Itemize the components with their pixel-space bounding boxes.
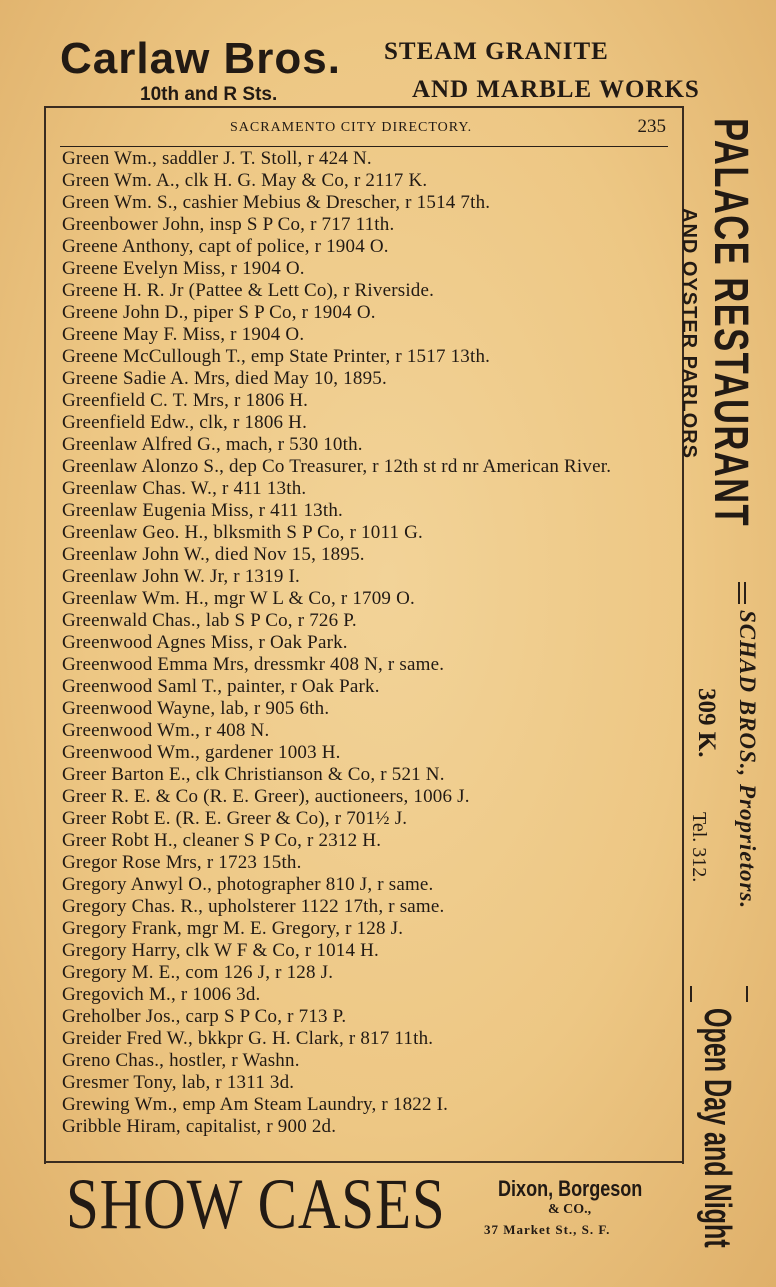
directory-entry: Gregory Harry, clk W F & Co, r 1014 H.: [62, 940, 380, 961]
directory-entry: Green Wm. S., cashier Mebius & Drescher, r 1514 7th.: [62, 192, 491, 213]
directory-entry: Gregory M. E., com 126 J, r 128 J.: [62, 962, 334, 983]
directory-entry: Greer Barton E., clk Christianson & Co, r 521 N.: [62, 764, 445, 785]
side-divider-4: [746, 986, 748, 1002]
open-day-and-night: Open Day and Night: [696, 1008, 738, 1248]
directory-entry: Greholber Jos., carp S P Co, r 713 P.: [62, 1006, 347, 1027]
directory-entry: Greenlaw John W. Jr, r 1319 I.: [62, 566, 300, 587]
top-ad-right: [384, 38, 700, 104]
directory-entry: Greenwood Wm., r 408 N.: [62, 720, 270, 741]
directory-entry: Greene Anthony, capt of police, r 1904 O.: [62, 236, 389, 257]
business-line-1: STEAM GRANITE: [384, 38, 609, 65]
directory-entry: Greer Robt E. (R. E. Greer & Co), r 701½ J.: [62, 808, 408, 829]
brand-address: 10th and R Sts.: [140, 84, 278, 105]
directory-entry: Greene John D., piper S P Co, r 1904 O.: [62, 302, 376, 323]
directory-entry: Gregory Frank, mgr M. E. Gregory, r 128 J.: [62, 918, 404, 939]
restaurant-telephone: Tel. 312.: [688, 812, 710, 883]
directory-entry: Greno Chas., hostler, r Washn.: [62, 1050, 300, 1071]
directory-entry: Greenlaw Wm. H., mgr W L & Co, r 1709 O.: [62, 588, 415, 609]
directory-entry: Grewing Wm., emp Am Steam Laundry, r 1822 I.: [62, 1094, 449, 1115]
directory-entry: Gregovich M., r 1006 3d.: [62, 984, 261, 1005]
top-ad-left: [60, 36, 341, 106]
brand-name: Carlaw Bros.: [60, 34, 341, 83]
directory-entry: Gresmer Tony, lab, r 1311 3d.: [62, 1072, 295, 1093]
directory-entry: Greenwood Wayne, lab, r 905 6th.: [62, 698, 330, 719]
directory-entry: Greider Fred W., bkkpr G. H. Clark, r 817 11th.: [62, 1028, 434, 1049]
directory-entry: Greenlaw John W., died Nov 15, 1895.: [62, 544, 365, 565]
directory-entry: Green Wm. A., clk H. G. May & Co, r 2117 K.: [62, 170, 428, 191]
directory-entry: Greene Evelyn Miss, r 1904 O.: [62, 258, 305, 279]
directory-entry: Greenfield Edw., clk, r 1806 H.: [62, 412, 308, 433]
directory-entries: [62, 148, 672, 1138]
page-number: 235: [637, 116, 666, 137]
dixon-borgeson-name: Dixon, Borgeson: [498, 1176, 643, 1201]
directory-entry: Greene McCullough T., emp State Printer, r 1517 13th.: [62, 346, 491, 367]
directory-entry: Greenwood Saml T., painter, r Oak Park.: [62, 676, 380, 697]
side-divider-3: [690, 986, 692, 1002]
header-rule: [60, 146, 668, 147]
directory-entry: Greer R. E. & Co (R. E. Greer), auctioneers, 1006 J.: [62, 786, 470, 807]
directory-entry: Greene H. R. Jr (Pattee & Lett Co), r Riverside.: [62, 280, 435, 301]
directory-entry: Greenlaw Alfred G., mach, r 530 10th.: [62, 434, 363, 455]
running-head: [230, 116, 666, 137]
directory-entry: Greene May F. Miss, r 1904 O.: [62, 324, 305, 345]
restaurant-address: 309 K.: [693, 688, 720, 758]
directory-entry: Greene Sadie A. Mrs, died May 10, 1895.: [62, 368, 387, 389]
directory-entry: Greenlaw Chas. W., r 411 13th.: [62, 478, 307, 499]
directory-entry: Gregory Chas. R., upholsterer 1122 17th, r same.: [62, 896, 445, 917]
schad-bros-proprietors: SCHAD BROS., Proprietors.: [735, 610, 760, 910]
directory-entry: Greenwood Wm., gardener 1003 H.: [62, 742, 341, 763]
directory-entry: Greenwald Chas., lab S P Co, r 726 P.: [62, 610, 357, 631]
show-cases-headline: SHOW CASES: [66, 1164, 446, 1244]
directory-entry: Greenlaw Alonzo S., dep Co Treasurer, r 12th st rd nr American River.: [62, 456, 612, 477]
directory-entry: Greenbower John, insp S P Co, r 717 11th.: [62, 214, 395, 235]
directory-entry: Gregory Anwyl O., photographer 810 J, r same.: [62, 874, 434, 895]
business-line-2: AND MARBLE WORKS: [412, 76, 700, 103]
dixon-borgeson-address: 37 Market St., S. F.: [484, 1222, 611, 1237]
directory-entry: Greenlaw Geo. H., blksmith S P Co, r 1011 G.: [62, 522, 423, 543]
side-divider-2: [744, 582, 746, 604]
directory-entry: Gregor Rose Mrs, r 1723 15th.: [62, 852, 302, 873]
directory-entry: Greenfield C. T. Mrs, r 1806 H.: [62, 390, 309, 411]
palace-restaurant-title: PALACE RESTAURANT: [704, 118, 757, 528]
directory-entry: Greenwood Agnes Miss, r Oak Park.: [62, 632, 348, 653]
directory-entry: Greer Robt H., cleaner S P Co, r 2312 H.: [62, 830, 382, 851]
directory-entry: Greenwood Emma Mrs, dressmkr 408 N, r same.: [62, 654, 445, 675]
directory-entry: Green Wm., saddler J. T. Stoll, r 424 N.: [62, 148, 372, 169]
directory-entry: Greenlaw Eugenia Miss, r 411 13th.: [62, 500, 344, 521]
directory-entry: Gribble Hiram, capitalist, r 900 2d.: [62, 1116, 337, 1137]
footer-rule: [44, 1161, 684, 1163]
dixon-borgeson-co: & CO.,: [548, 1202, 592, 1217]
running-head-title: SACRAMENTO CITY DIRECTORY.: [230, 120, 473, 135]
side-divider-1: [738, 582, 740, 604]
oyster-parlors-subtitle: AND OYSTER PARLORS: [678, 208, 700, 459]
